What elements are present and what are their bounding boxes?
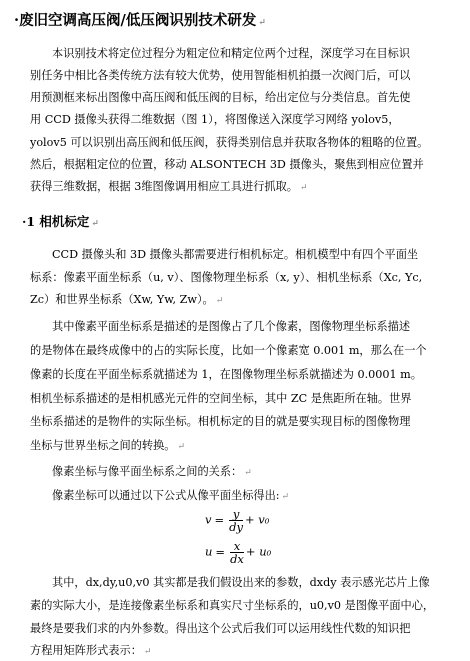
paragraph-mark: ↵ [91, 219, 99, 229]
coordinate-line: 的是物体在最终成像中的占的实际长度，比如一个像素宽 0.001 m，那么在一个 [30, 344, 427, 357]
intro-line: 别任务中相比各类传统方法有较大优势，使用智能相机拍摄一次阀门后，可以 [30, 69, 411, 82]
formula-u-fraction [230, 540, 244, 565]
coordinate-line: 其中像素平面坐标系是描述的是图像占了几个像素，图像物理坐标系描述 [52, 320, 411, 333]
intro-line: 获得三维数据，根据 3维图像调用相应工具进行抓取。 ↵ [30, 180, 308, 193]
section-heading-text: 1 相机标定 [26, 214, 90, 229]
title-text: 废旧空调高压阀/低压阀识别技术研发 [19, 12, 257, 29]
formula-v: v = $\frac{y}{dy}$ + v₀ [205, 507, 270, 534]
intro-line: yolov5 可以识别出高压阀和低压阀，获得类别信息并获取各物体的粗略的位置。 [30, 136, 429, 149]
parameter-line: 其中，dx,dy,u0,v0 其实都是我们假设出来的参数，dxdy 表示感光芯片上像 [52, 576, 430, 589]
formula-u-offset: + u₀ [245, 544, 272, 559]
paragraph-mark: ↵ [143, 647, 152, 657]
title-bullet: · [14, 12, 20, 29]
document-title [14, 12, 266, 32]
paragraph-mark: ↵ [258, 18, 266, 28]
formula-v-lhs: v [205, 512, 212, 527]
formula-v-denominator: dy [229, 520, 243, 534]
calibration-line: 标系：像素平面坐标系（u, v）、图像物理坐标系（x, y）、相机坐标系（Xc, Yc, [30, 271, 423, 284]
paragraph-mark: ↵ [300, 183, 308, 193]
formula-u-numerator: x [230, 540, 244, 553]
coordinate-line: 坐标与世界坐标之间的转换。 ↵ [30, 439, 185, 452]
formula-u-lhs: u [205, 544, 213, 559]
paragraph-mark: ↵ [281, 492, 290, 502]
formula-intro-line: 像素坐标可以通过以下公式从像平面坐标得出: ↵ [52, 489, 290, 502]
section-heading [22, 214, 99, 232]
parameter-line: 素的实际大小，是连接像素坐标系和真实尺寸坐标系的，u0,v0 是图像平面中心， [30, 599, 435, 612]
intro-line: 本识别技术将定位过程分为粗定位和精定位两个过程，深度学习在目标识 [52, 47, 411, 60]
calibration-line: CCD 摄像头和 3D 摄像头都需要进行相机标定。相机模型中有四个平面坐 [52, 248, 419, 261]
relation-line: 像素坐标与像平面坐标系之间的关系： ↵ [52, 465, 252, 478]
coordinate-line: 坐标系描述的是物件的实际坐标。相机标定的目的就是要实现目标的图像物理 [30, 415, 411, 428]
intro-line: 然后，根据粗定位的位置，移动 ALSONTECH 3D 摄像头，聚焦到相应位置并 [30, 158, 424, 171]
intro-line: 用 CCD 摄像头获得二维数据（图 1），将图像送入深度学习网络 yolov5， [30, 113, 400, 126]
formula-v-numerator: y [229, 508, 243, 521]
formula-v-fraction [229, 508, 243, 533]
paragraph-mark: ↵ [177, 442, 185, 452]
parameter-line: 方程用矩阵形式表示： ↵ [30, 644, 152, 657]
formula-u-denominator: dx [230, 552, 244, 566]
parameter-line: 最终是要我们求的内外参数。得出这个公式后我们可以运用线性代数的知识把 [30, 622, 411, 635]
formula-v-offset: + v₀ [245, 512, 270, 527]
paragraph-mark: ↵ [244, 468, 252, 478]
section-bullet: · [22, 214, 27, 229]
formula-u: u = $\frac{x}{dx}$ + u₀ [205, 539, 272, 566]
calibration-line: Zc）和世界坐标系（Xw, Yw, Zw）。 ↵ [30, 293, 224, 306]
paragraph-mark: ↵ [215, 296, 224, 306]
coordinate-line: 像素的长度在平面坐标系就描述为 1，在图像物理坐标系就描述为 0.0001 m。 [30, 368, 422, 381]
coordinate-line: 相机坐标系描述的是相机感光元件的空间坐标，其中 ZC 是焦距所在轴。世界 [30, 392, 412, 405]
intro-line: 用预测框来标出图像中高压阀和低压阀的目标，给出定位与分类信息。首先使 [30, 91, 411, 104]
